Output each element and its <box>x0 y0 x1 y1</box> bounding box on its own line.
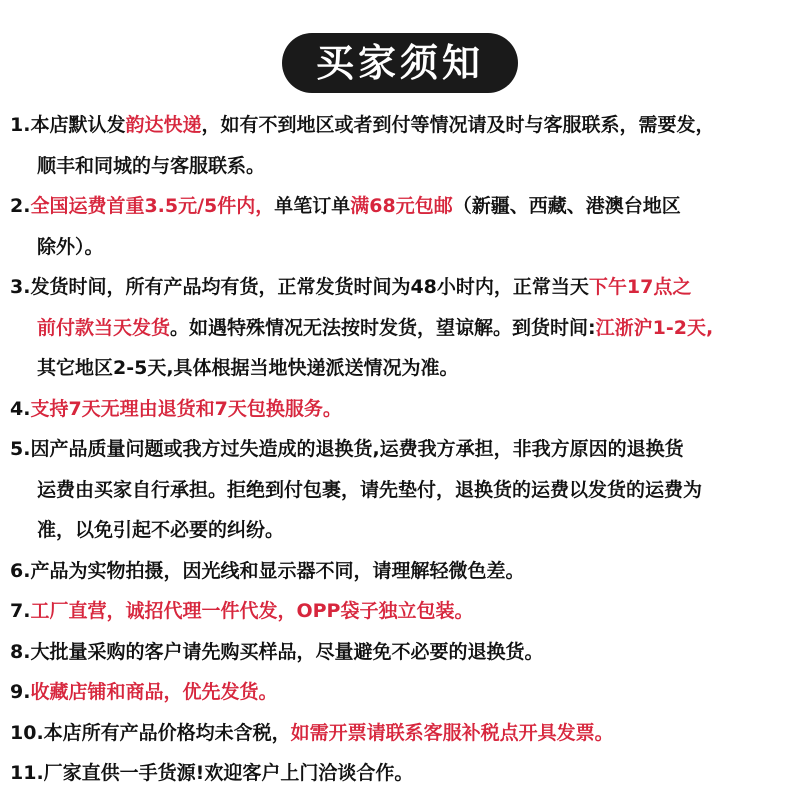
notice-line <box>10 551 795 592</box>
notice-line <box>10 429 795 470</box>
notice-item <box>10 186 795 267</box>
notice-text: 顺丰和同城的与客服联系。 <box>37 154 266 177</box>
notice-line <box>10 470 795 511</box>
notice-text: 7. <box>10 600 31 622</box>
notice-line <box>10 348 795 389</box>
notice-text: 除外）。 <box>37 235 104 258</box>
highlight-text: 收藏店铺和商品，优先发货。 <box>30 681 278 703</box>
notice-line <box>10 105 795 146</box>
notice-text: 5.因产品质量问题或我方过失造成的退换货,运费我方承担，非我方原因的退换货 <box>10 438 684 460</box>
notice-line <box>10 227 795 268</box>
notice-item <box>10 632 795 673</box>
notice-text: 其它地区2-5天,具体根据当地快递派送情况为准。 <box>37 357 459 379</box>
highlight-text: 全国运费首重3.5元/5件内， <box>30 195 275 217</box>
notice-text: 9. <box>10 681 31 703</box>
notice-line <box>10 591 795 632</box>
notice-line <box>10 308 795 349</box>
notice-item <box>10 713 795 754</box>
notice-item <box>10 389 795 430</box>
notice-text: （新疆、西藏、港澳台地区 <box>452 195 681 217</box>
title-banner <box>0 33 800 93</box>
page-title: 买家须知 <box>282 33 518 93</box>
notice-text: 准，以免引起不必要的纠纷。 <box>37 519 285 541</box>
notice-item <box>10 591 795 632</box>
notice-line <box>10 713 795 754</box>
highlight-text: 支持7天无理由退货和7天包换服务。 <box>30 397 342 420</box>
highlight-text: 如需开票请联系客服补税点开具发票。 <box>290 721 614 744</box>
highlight-text: 江浙沪1-2天, <box>595 316 714 339</box>
notice-line <box>10 267 795 308</box>
highlight-text: 工厂直营，诚招代理一件代发，OPP袋子独立包装。 <box>30 600 474 622</box>
notice-item <box>10 105 795 186</box>
notice-text: 1.本店默认发 <box>10 114 126 136</box>
notice-line <box>10 389 795 430</box>
notice-text: 运费由买家自行承担。拒绝到付包裹，请先垫付，退换货的运费以发货的运费为 <box>37 478 703 501</box>
notice-item <box>10 672 795 713</box>
notice-text: ，如有不到地区或者到付等情况请及时与客服联系，需要发， <box>201 114 715 136</box>
notice-text: 。如遇特殊情况无法按时发货，望谅解。到货时间: <box>170 316 596 339</box>
notice-text: 11.厂家直供一手货源!欢迎客户上门洽谈合作。 <box>10 762 414 784</box>
notice-item <box>10 267 795 389</box>
notice-text: 单笔订单 <box>274 195 351 217</box>
notice-line <box>10 672 795 713</box>
notice-text: 2. <box>10 195 31 217</box>
notice-text: 10.本店所有产品价格均未含税， <box>10 721 291 744</box>
notice-line <box>10 753 795 794</box>
notice-line <box>10 186 795 227</box>
notice-text: 8.大批量采购的客户请先购买样品，尽量避免不必要的退换货。 <box>10 640 544 663</box>
notice-text: 4. <box>10 397 31 420</box>
notice-line <box>10 632 795 673</box>
notice-item <box>10 551 795 592</box>
highlight-text: 下午17点之 <box>588 276 692 298</box>
highlight-text: 前付款当天发货 <box>37 316 171 339</box>
notice-line <box>10 510 795 551</box>
highlight-text: 满68元包邮 <box>350 195 453 217</box>
highlight-text: 韵达快递 <box>125 114 202 136</box>
notice-item <box>10 753 795 794</box>
notice-list <box>10 105 795 794</box>
notice-text: 6.产品为实物拍摄，因光线和显示器不同，请理解轻微色差。 <box>10 559 525 582</box>
notice-item <box>10 429 795 551</box>
notice-line <box>10 146 795 187</box>
notice-text: 3.发货时间，所有产品均有货，正常发货时间为48小时内，正常当天 <box>10 276 589 298</box>
